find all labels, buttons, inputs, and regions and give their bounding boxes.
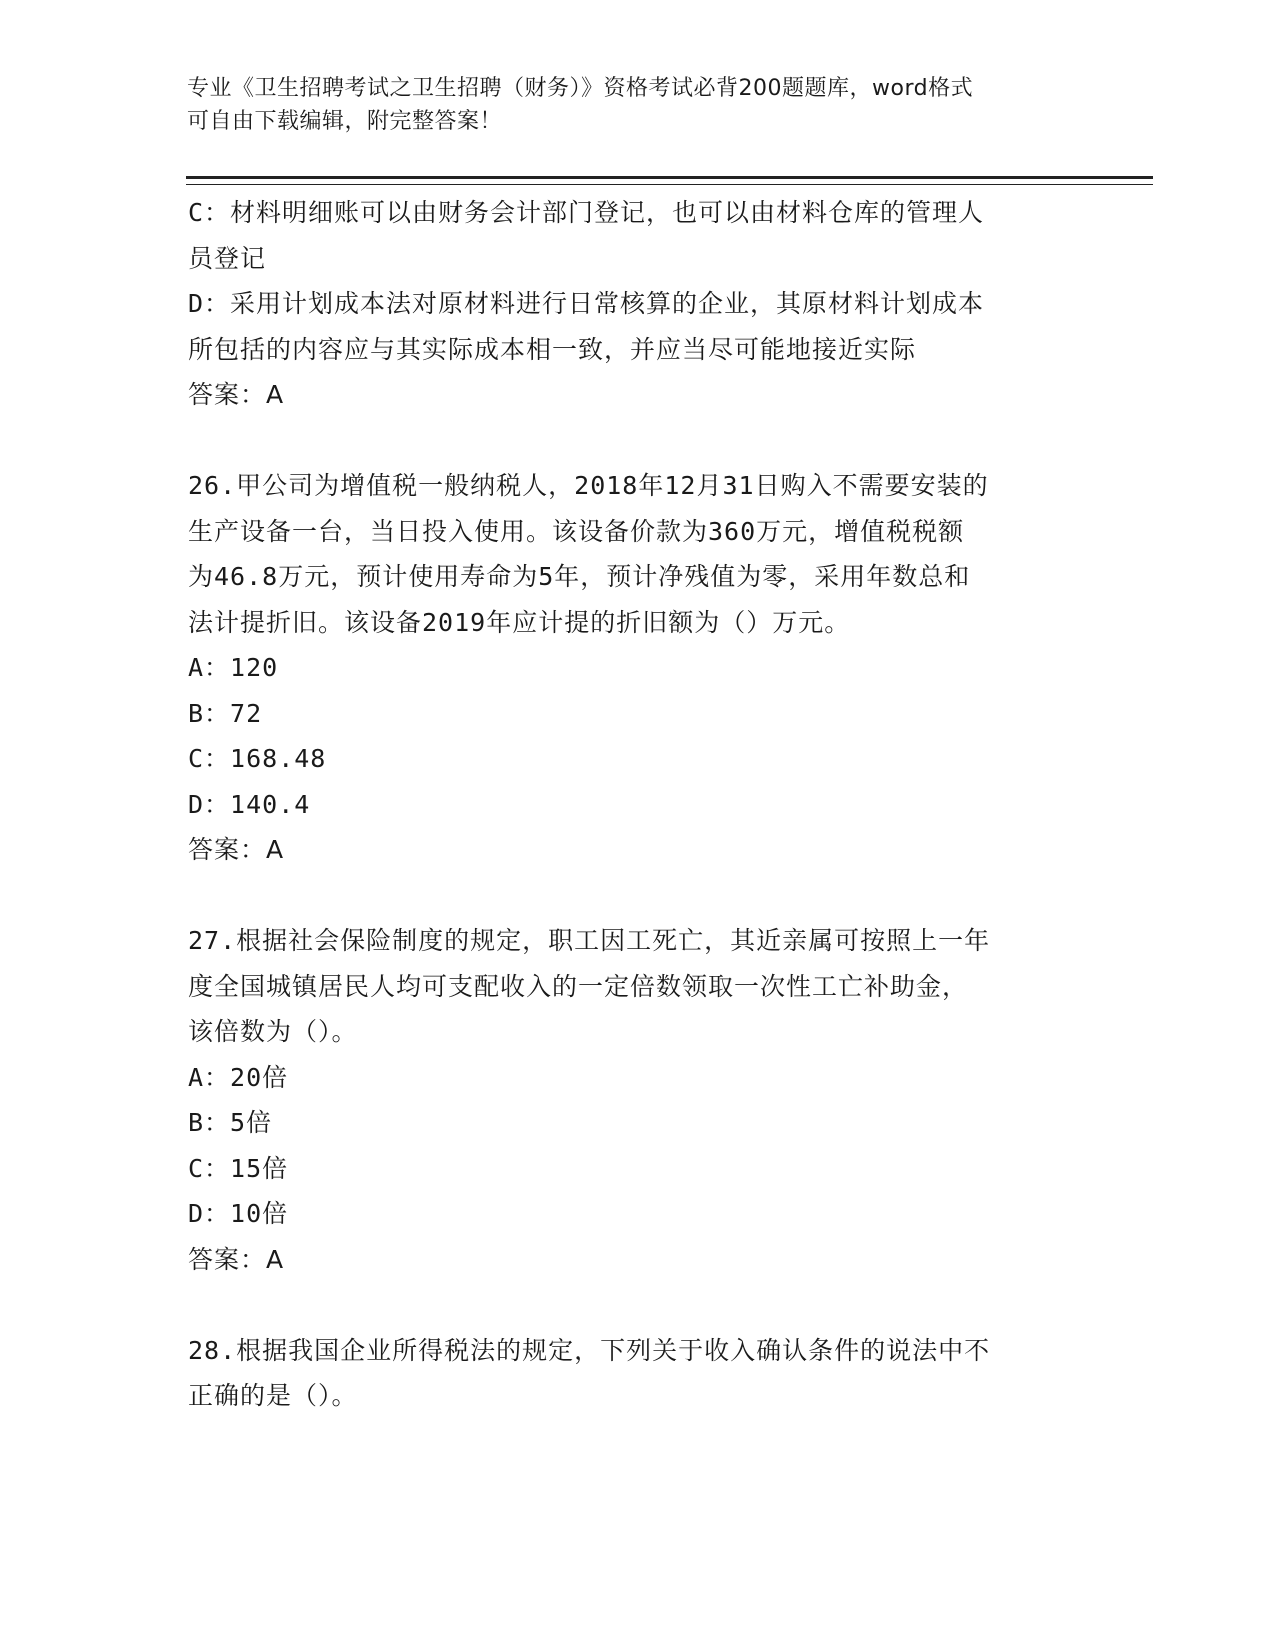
question-stem-line: 27.根据社会保险制度的规定，职工因工死亡，其近亲属可按照上一年 (188, 926, 991, 955)
question-stem-line: 28.根据我国企业所得税法的规定，下列关于收入确认条件的说法中不 (188, 1335, 991, 1365)
option-c-line-2: 员登记 (188, 243, 267, 273)
option-c: C：15倍 (188, 1153, 289, 1183)
header-line-1: 专业《卫生招聘考试之卫生招聘（财务）》资格考试必背200题题库，word格式 (187, 76, 974, 101)
answer-line: 答案：A (188, 1244, 285, 1274)
header-divider-thick (186, 176, 1153, 179)
question-stem-line: 法计提折旧。该设备2019年应计提的折旧额为（）万元。 (188, 607, 851, 637)
option-a: A：20倍 (188, 1062, 289, 1092)
spacer (188, 873, 1088, 919)
header-line-2: 可自由下载编辑，附完整答案！ (187, 109, 503, 134)
document-header (187, 72, 1067, 138)
question-stem-line: 26.甲公司为增值税一般纳税人，2018年12月31日购入不需要安装的 (188, 471, 989, 500)
spacer (188, 418, 1088, 464)
option-d: D：140.4 (188, 789, 311, 819)
header-divider-thin (186, 184, 1153, 185)
question-stem-line: 生产设备一台，当日投入使用。该设备价款为360万元，增值税税额 (188, 516, 965, 546)
option-d: D：10倍 (188, 1199, 289, 1228)
option-d-line-2: 所包括的内容应与其实际成本相一致，并应当尽可能地接近实际 (188, 334, 917, 364)
option-b: B：72 (188, 698, 263, 728)
question-stem-line: 为46.8万元，预计使用寿命为5年，预计净残值为零，采用年数总和 (188, 562, 971, 591)
answer-line: 答案：A (188, 380, 285, 409)
option-a: A：120 (188, 653, 279, 682)
option-c-line-1: C：材料明细账可以由财务会计部门登记，也可以由材料仓库的管理人 (188, 198, 985, 227)
option-c: C：168.48 (188, 744, 327, 773)
spacer (188, 1282, 1088, 1328)
prev-question-tail (188, 190, 1088, 418)
option-b: B：5倍 (188, 1108, 273, 1137)
question-27 (188, 918, 1088, 1282)
question-26 (188, 463, 1088, 873)
question-28 (188, 1328, 1088, 1419)
option-d-line-1: D：采用计划成本法对原材料进行日常核算的企业，其原材料计划成本 (188, 289, 985, 318)
question-stem-line: 正确的是（）。 (188, 1381, 358, 1410)
question-stem-line: 该倍数为（）。 (188, 1017, 358, 1046)
answer-line: 答案：A (188, 835, 285, 864)
document-body (188, 190, 1088, 1419)
question-stem-line: 度全国城镇居民人均可支配收入的一定倍数领取一次性工亡补助金， (188, 971, 969, 1001)
